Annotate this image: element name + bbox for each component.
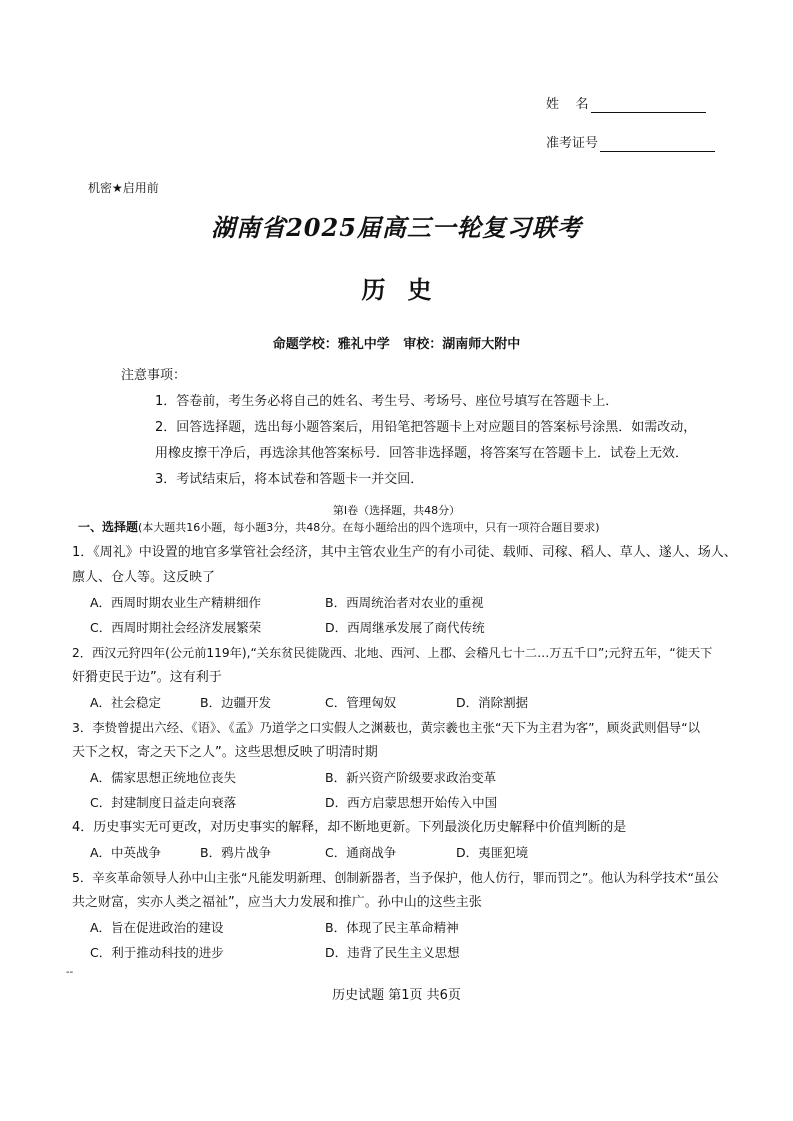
question-4-line: 4．历史事实无可更改，对历史事实的解释，却不断地更新。下列最淡化历史解释中价值判断的是 — [72, 820, 627, 835]
q2-option-c: C．管理匈奴 — [325, 695, 397, 710]
question-5-line: 共之财富，实亦人类之福祉”，应当大力发展和推广。孙中山的这些主张 — [72, 895, 482, 910]
exam-id-field[interactable] — [546, 136, 715, 152]
section-heading-rest: (本大题共16小题，每小题3分，共48分。在每小题给出的四个选项中，只有一项符合题目要求) — [138, 521, 600, 534]
question-3-line: 3．李贽曾提出六经、《语》、《孟》乃道学之口实假人之渊薮也，黄宗羲也主张“天下为主君为客”，顾炎武则倡导“以 — [72, 720, 701, 735]
q5-option-d: D．违背了民生主义思想 — [325, 945, 460, 960]
question-1-line: 廪人、仓人等。这反映了 — [72, 570, 216, 585]
q4-option-a: A．中英战争 — [90, 845, 162, 860]
q3-option-b: B．新兴资产阶级要求政治变革 — [325, 770, 497, 785]
school-line: 命题学校：雅礼中学 审校：湖南师大附中 — [272, 337, 521, 352]
footer-mark: -- — [66, 967, 74, 978]
q5-option-c: C．利于推动科技的进步 — [90, 945, 224, 960]
subject-title: 历史 — [361, 275, 454, 304]
q3-option-d: D．西方启蒙思想开始传入中国 — [325, 795, 498, 810]
section-heading-bold: 一、选择题 — [78, 520, 139, 534]
name-blank[interactable] — [591, 98, 706, 113]
q3-option-a: A．儒家思想正统地位丧失 — [90, 770, 237, 785]
q4-option-c: C．通商战争 — [325, 845, 397, 860]
q1-option-c: C．西周时期社会经济发展繁荣 — [90, 620, 262, 635]
notice-item: 用橡皮擦干净后，再选涂其他答案标号．回答非选择题，将答案写在答题卡上．试卷上无效． — [155, 446, 689, 461]
question-3-line: 天下之权，寄之天下之人”。这些思想反映了明清时期 — [72, 745, 378, 760]
exam-title: 湖南省2025届高三一轮复习联考 — [211, 213, 582, 242]
question-1-line: 1．《周礼》中设置的地官多掌管社会经济，其中主管农业生产的有小司徒、载师、司稼、稻人、草人、遂人、场人、 — [72, 545, 737, 560]
question-2-line: 2．西汉元狩四年(公元前119年),“关东贫民徙陇西、北地、西河、上郡、会稽凡七十二…万五千口”;元狩五年，“徙天下 — [72, 646, 713, 660]
q3-option-c: C．封建制度日益走向衰落 — [90, 795, 237, 810]
name-field[interactable] — [546, 97, 706, 113]
volume-title: 第Ⅰ卷（选择题，共48分） — [332, 504, 461, 517]
exam-id-label: 准考证号 — [546, 136, 599, 151]
name-label: 姓 名 — [546, 97, 589, 112]
q5-option-b: B．体现了民主革命精神 — [325, 920, 459, 935]
page-footer: 历史试题 第1页 共6页 — [332, 988, 461, 1003]
q1-option-a: A．西周时期农业生产精耕细作 — [90, 595, 262, 610]
q2-option-a: A．社会稳定 — [90, 695, 162, 710]
notice-item: 2．回答选择题，选出每小题答案后，用铅笔把答题卡上对应题目的答案标号涂黑．如需改动， — [155, 420, 697, 435]
q2-option-b: B．边疆开发 — [200, 695, 272, 710]
q4-option-b: B．鸦片战争 — [200, 845, 272, 860]
q1-option-b: B．西周统治者对农业的重视 — [325, 595, 484, 610]
notice-item: 1．答卷前，考生务必将自己的姓名、考生号、考场号、座位号填写在答题卡上． — [155, 394, 619, 409]
section-heading — [78, 518, 600, 535]
question-5-line: 5．辛亥革命领导人孙中山主张“凡能发明新理、创制新器者，当予保护，他人仿行，罪而罚之”。他认为科学技术“虽公 — [72, 870, 719, 885]
q1-option-d: D．西周继承发展了商代传统 — [325, 620, 485, 635]
question-2-line: 奸猾吏民于边”。这有利于 — [72, 670, 222, 685]
confidential-mark: 机密★启用前 — [88, 181, 159, 195]
q4-option-d: D．夷匪犯境 — [456, 845, 529, 860]
q2-option-d: D．消除割据 — [456, 695, 529, 710]
exam-id-blank[interactable] — [600, 137, 715, 152]
notice-heading: 注意事项： — [121, 368, 187, 383]
q5-option-a: A．旨在促进政治的建设 — [90, 920, 224, 935]
notice-item: 3．考试结束后，将本试卷和答题卡一并交回． — [155, 472, 424, 487]
